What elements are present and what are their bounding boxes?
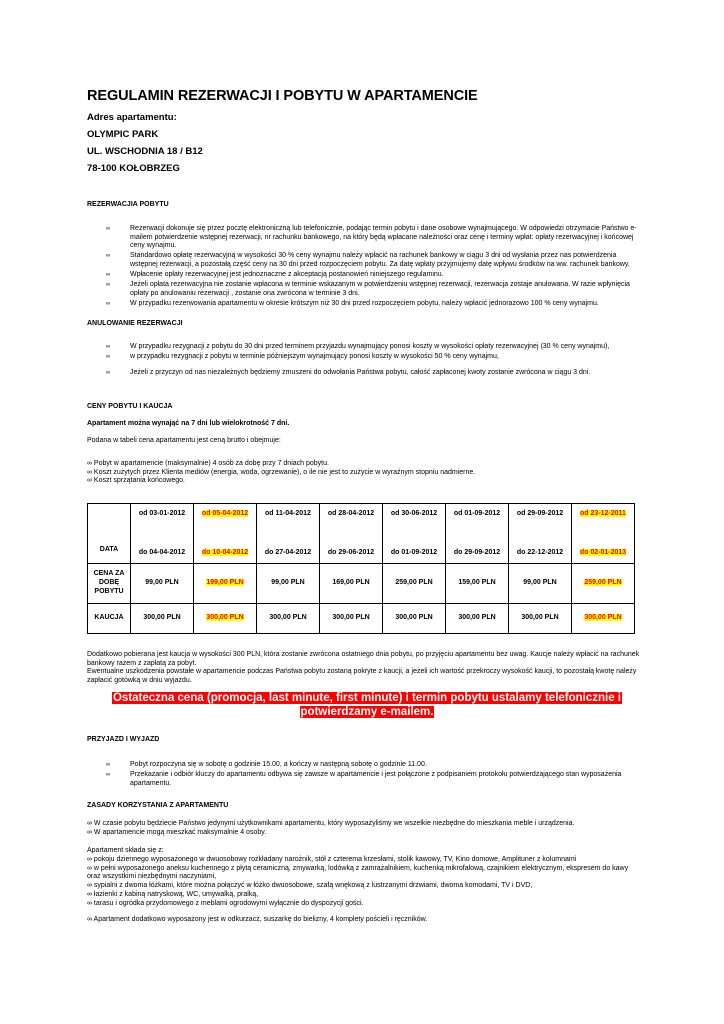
date-range-cell bbox=[194, 504, 257, 564]
address-city: 78-100 KOŁOBRZEG bbox=[87, 163, 180, 174]
list-item: ∞ w przypadku rezygnacji z pobytu w terminie późniejszym wynajmujący ponosi koszty w wysokości 50 % ceny wynajmu, bbox=[106, 353, 499, 361]
date-range-cell bbox=[509, 504, 572, 564]
rules-heading: ZASADY KORZYSTANIA Z APARTAMENTU bbox=[87, 802, 229, 809]
deposit-cell: 300,00 PLN bbox=[194, 604, 257, 634]
date-to: do 01-09-2012 bbox=[390, 548, 438, 556]
deposit-note-2: Ewentualne uszkodzenia powstałe w apartamencie podczas Państwa pobytu zostaną pokryte z kaucji, a jeżeli ich wartość przekroczy wysokość kaucji, to pozostałą kwotę należy zapłacić gotówką w dniu wyjazdu. bbox=[87, 668, 637, 684]
price-cell: 199,00 PLN bbox=[194, 564, 257, 604]
price-cell: 99,00 PLN bbox=[509, 564, 572, 604]
price-cell: 169,00 PLN bbox=[320, 564, 383, 604]
deposit-cell: 300,00 PLN bbox=[257, 604, 320, 634]
list-item: ∞ Rezerwacji dokonuje się przez pocztę elektroniczną lub telefonicznie, podając termin pobytu i dane osobowe wynajmującego. W odpowiedzi otrzymacie Państwo e-mailem potwierdzenie wstępnej rezerwacji, nr rachunku bankowego, na który będą wpłacane należności oraz cenę i terminy wpłat: opłaty rezerwacyjnej i końcowej ceny wynajmu. bbox=[106, 225, 637, 250]
reservation-heading: REZERWACJIA POBYTU bbox=[87, 201, 169, 208]
infinity-bullet-icon: ∞ bbox=[106, 772, 111, 779]
date-range-cell bbox=[383, 504, 446, 564]
infinity-bullet-icon: ∞ bbox=[106, 253, 111, 260]
list-item: ∞ Standardowo opłatę rezerwacyjną w wysokości 30 % ceny wynajmu należy wpłacić na rachunek bankowy w ciągu 3 dni od wysłania przez nas potwierdzenia wstępnej rezerwacji, a pozostałą część ceny na 30 dni przed rozpoczęciem pobytu. Za datę wpłaty przyjmujemy datę wpływu środków na ww. rachunek bankowy. bbox=[106, 252, 630, 268]
composition-list bbox=[87, 856, 642, 908]
rules-extra: ∞ Apartament dodatkowo wyposażony jest w odkurzacz, suszarkę do bielizny, 4 komplety pościeli i ręczników. bbox=[87, 916, 428, 923]
list-item: ∞ Przekazanie i odbiór kluczy do apartamentu odbywa się zawsze w apartamencie i jest połączone z podpisaniem protokołu potwierdzającego stan wyposażenia apartamentu. bbox=[106, 771, 622, 787]
date-to: do 27-04-2012 bbox=[264, 548, 312, 556]
infinity-bullet-icon: ∞ bbox=[106, 300, 111, 307]
composition-intro: Apartament składa się z: bbox=[87, 847, 164, 854]
deposit-cell: 300,00 PLN bbox=[131, 604, 194, 634]
list-item: ∞ tarasu i ogródka przydomowego z meblami ogrodowymi wyłącznie do dyspozycji gości. bbox=[87, 899, 364, 907]
date-to: do 29-06-2012 bbox=[327, 548, 375, 556]
date-range-cell bbox=[257, 504, 320, 564]
date-range-cell bbox=[572, 504, 635, 564]
reservation-list bbox=[87, 225, 642, 310]
document-title: REGULAMIN REZERWACJI I POBYTU W APARTAMENCIE bbox=[87, 88, 478, 104]
deposit-cell: 300,00 PLN bbox=[446, 604, 509, 634]
infinity-bullet-icon: ∞ bbox=[106, 226, 111, 232]
price-cell: 99,00 PLN bbox=[257, 564, 320, 604]
list-item: ∞ W przypadku rezerwowania apartamentu w okresie krótszym niż 30 dni przed rozpoczęciem pobytu, należy wpłacić jednorazowo 100 % ceny wynajmu. bbox=[106, 299, 599, 307]
cancellation-list-extra bbox=[87, 369, 642, 379]
table-row-dates bbox=[88, 504, 635, 564]
list-item: ∞ Pobyt rozpoczyna się w sobotę o godzinie 15.00, a kończy w następną sobotę o godzinie 11.00. bbox=[106, 761, 427, 768]
infinity-bullet-icon: ∞ bbox=[106, 370, 111, 376]
price-cell: 259,00 PLN bbox=[572, 564, 635, 604]
prices-heading: CENY POBYTU I KAUCJA bbox=[87, 403, 173, 410]
date-to: do 29-09-2012 bbox=[453, 548, 501, 556]
list-item: ∞ pokoju dziennego wyposażonego w dwuosobowy rozkładany narożnik, stół z czterema krzesłami, stolik kawowy, TV, Kino domowe, Amplituner z kolumnami bbox=[87, 856, 577, 863]
table-row-prices bbox=[88, 564, 635, 604]
deposit-cell: 300,00 PLN bbox=[572, 604, 635, 634]
date-from: od 30-06-2012 bbox=[390, 509, 438, 517]
address-label: Adres apartamentu: bbox=[87, 112, 177, 123]
prices-subheading: Apartament można wynająć na 7 dni lub wielokrotność 7 dni. bbox=[87, 420, 290, 427]
prices-intro: Podana w tabeli cena apartamentu jest ceną brutto i obejmuje: bbox=[87, 437, 281, 444]
date-to: do 02-01-2013 bbox=[579, 548, 627, 556]
cancellation-heading: ANULOWANIE REZERWACJI bbox=[87, 320, 183, 327]
infinity-bullet-icon: ∞ bbox=[106, 354, 111, 361]
date-to: do 22-12-2012 bbox=[516, 548, 564, 556]
infinity-bullet-icon: ∞ bbox=[106, 282, 111, 289]
date-from: od 23-12-2011 bbox=[580, 509, 626, 517]
date-range-cell bbox=[131, 504, 194, 564]
final-price-banner: Ostateczna cena (promocja, last minute, first minute) i termin pobytu ustalamy telefonicznie i potwierdzamy e-mailem. bbox=[112, 692, 622, 718]
date-from: od 11-04-2012 bbox=[265, 509, 311, 517]
list-item: ∞ łazienki z kabiną natryskową, WC, umywalką, pralką, bbox=[87, 890, 259, 898]
arrival-list bbox=[87, 761, 642, 790]
list-item: ∞ Jeżeli opłata rezerwacyjna nie zostanie wpłacona w terminie wskazanym w potwierdzeniu wstępnej rezerwacji, rezerwacja zostaje anulowana. W razie wpłynięcia opłaty po anulowaniu rezerwacji , zostanie ona zwrócona w terminie 3 dni. bbox=[106, 281, 630, 297]
cancellation-list bbox=[87, 343, 642, 363]
row-label-price: CENA ZA DOBĘ POBYTU bbox=[88, 564, 131, 604]
list-item: ∞ W przypadku rezygnacji z pobytu do 30 dni przed terminem przyjazdu wynajmujący ponosi koszty w wysokości opłaty rezerwacyjnej (30 % ceny wynajmu), bbox=[106, 343, 610, 350]
list-item: ∞ w pełni wyposażonego aneksu kuchennego z płytą ceramiczną, zmywarką, lodówką z zamrażalnikiem, kuchenką mikrofalową, czajnikiem elektrycznym, ekspresem do kawy oraz wszystkimi niezbędnymi naczyniami, bbox=[87, 864, 629, 881]
list-item: ∞ W czasie pobytu będziecie Państwo jedynymi użytkownikami apartamentu, który wyposażyliśmy we wszelkie niezbędne do mieszkania meble i urządzenia. bbox=[87, 820, 575, 827]
row-label-dates: DATA bbox=[88, 504, 131, 564]
date-from: od 05-04-2012 bbox=[201, 509, 249, 517]
date-from: od 28-04-2012 bbox=[327, 509, 375, 517]
date-from: od 03-01-2012 bbox=[138, 509, 186, 517]
infinity-bullet-icon: ∞ bbox=[106, 344, 111, 350]
infinity-bullet-icon: ∞ bbox=[106, 271, 111, 278]
date-range-cell bbox=[320, 504, 383, 564]
price-cell: 99,00 PLN bbox=[131, 564, 194, 604]
address-name: OLYMPIC PARK bbox=[87, 129, 159, 140]
price-cell: 259,00 PLN bbox=[383, 564, 446, 604]
list-item: ∞ Jeżeli z przyczyn od nas niezależnych będziemy zmuszeni do odwołania Państwa pobytu, całość zapłaconej kwoty zostanie zwrócona w ciągu 3 dni. bbox=[106, 369, 591, 376]
date-to: do 10-04-2012 bbox=[201, 548, 249, 556]
arrival-heading: PRZYJAZD I WYJAZD bbox=[87, 736, 160, 743]
deposit-cell: 300,00 PLN bbox=[320, 604, 383, 634]
deposit-cell: 300,00 PLN bbox=[509, 604, 572, 634]
address-street: UL. WSCHODNIA 18 / B12 bbox=[87, 146, 203, 157]
table-row-deposit bbox=[88, 604, 635, 634]
list-item: ∞ Koszt sprzątania końcowego. bbox=[87, 477, 185, 485]
list-item: ∞ Wpłacenie opłaty rezerwacyjnej jest jednoznaczne z akceptacją postanowień niniejszego regulaminu. bbox=[106, 270, 444, 278]
list-item: ∞ Pobyt w apartamencie (maksymalnie) 4 osób za dobę przy 7 dniach pobytu. bbox=[87, 460, 329, 467]
date-from: od 01-09-2012 bbox=[453, 509, 501, 517]
price-table bbox=[87, 503, 635, 634]
date-to: do 04-04-2012 bbox=[138, 548, 186, 556]
list-item: ∞ Koszt zużytych przez Klienta mediów (energia, woda, ogrzewanie), o ile nie jest to zużycie w wyraźnym stopniu nadmierne. bbox=[87, 468, 476, 476]
infinity-bullet-icon: ∞ bbox=[106, 762, 111, 768]
prices-includes-list bbox=[87, 460, 647, 486]
deposit-cell: 300,00 PLN bbox=[383, 604, 446, 634]
price-cell: 159,00 PLN bbox=[446, 564, 509, 604]
deposit-note-1: Dodatkowo pobierana jest kaucja w wysokości 300 PLN, która zostanie zwrócona ostatniego dnia pobytu, po przyjęciu apartamentu bez uwag. Kaucje należy wpłacić na rachunek bankowy razem z zapłatą za pobyt. bbox=[87, 651, 640, 667]
date-range-cell bbox=[446, 504, 509, 564]
rules-list bbox=[87, 820, 647, 837]
date-from: od 29-09-2012 bbox=[516, 509, 564, 517]
row-label-deposit: KAUCJA bbox=[88, 604, 131, 634]
list-item: ∞ sypialni z dwoma łóżkami, które można połączyć w łóżko dwuosobowe, szafą wnękową z lustrzanymi drzwiami, dwoma komodami, TV i DVD, bbox=[87, 882, 533, 890]
list-item: ∞ W apartamencie mogą mieszkać maksymalnie 4 osoby. bbox=[87, 828, 267, 836]
